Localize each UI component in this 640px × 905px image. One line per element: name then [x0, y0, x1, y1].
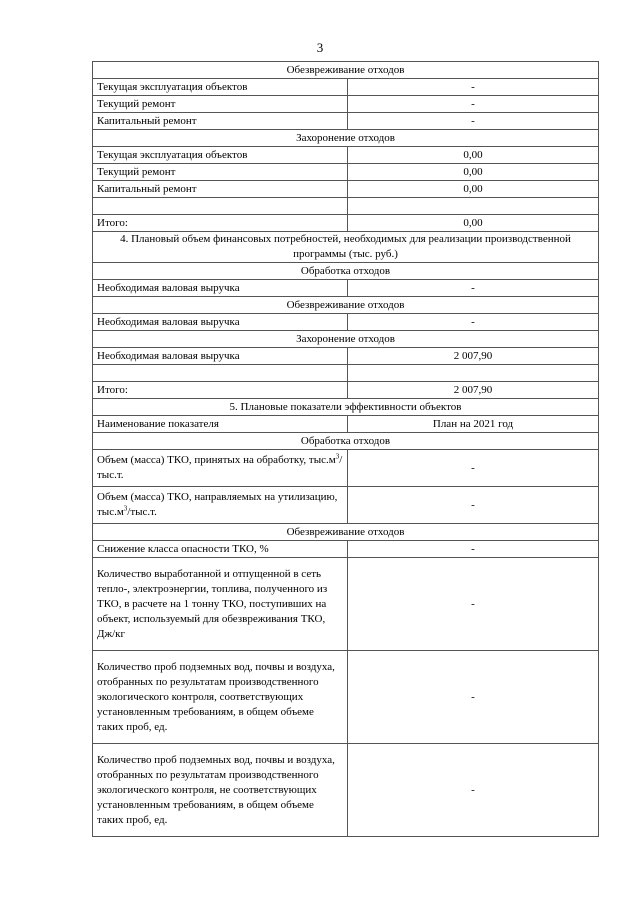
- row-value: -: [348, 450, 599, 487]
- section-title: Обезвреживание отходов: [93, 524, 599, 541]
- column-header-plan: План на 2021 год: [348, 416, 599, 433]
- row-value: -: [348, 744, 599, 837]
- empty-cell: [348, 198, 599, 215]
- row-value: -: [348, 79, 599, 96]
- row-label: Снижение класса опасности ТКО, %: [93, 541, 348, 558]
- row-label: Капитальный ремонт: [93, 181, 348, 198]
- section-row: [93, 62, 599, 79]
- row-value: 0,00: [348, 181, 599, 198]
- table-row: [93, 651, 599, 744]
- table-row: [93, 113, 599, 130]
- row-label: Необходимая валовая выручка: [93, 280, 348, 297]
- row-value: -: [348, 541, 599, 558]
- section-row: [93, 130, 599, 147]
- table-row: [93, 79, 599, 96]
- row-label: Капитальный ремонт: [93, 113, 348, 130]
- section-row: [93, 433, 599, 450]
- row-label: Объем (масса) ТКО, принятых на обработку, $тыс.м^3/тыс.т$.: [93, 450, 348, 487]
- section-row: [93, 263, 599, 280]
- row-value: 0,00: [348, 147, 599, 164]
- table-row: [93, 147, 599, 164]
- total-label: Итого:: [93, 215, 348, 232]
- table-row: [93, 280, 599, 297]
- section-title: Захоронение отходов: [93, 331, 599, 348]
- total-label: Итого:: [93, 382, 348, 399]
- table-row: [93, 96, 599, 113]
- section-title: Обработка отходов: [93, 433, 599, 450]
- page-number: 3: [316, 40, 324, 55]
- section-row: [93, 297, 599, 314]
- total-value: 2 007,90: [348, 382, 599, 399]
- empty-cell: [93, 365, 348, 382]
- row-value: -: [348, 651, 599, 744]
- column-header-indicator: Наименование показателя: [93, 416, 348, 433]
- row-label: Количество проб подземных вод, почвы и воздуха, отобранных по результатам производственного экологического контроля, соответствующих установленным требованиям, в общем объеме таких проб, ед.: [93, 651, 348, 744]
- row-label: Необходимая валовая выручка: [93, 348, 348, 365]
- row-value: -: [348, 113, 599, 130]
- row-value: -: [348, 96, 599, 113]
- section-title: Обезвреживание отходов: [93, 62, 599, 79]
- total-value: 0,00: [348, 215, 599, 232]
- section-heading-row: [93, 232, 599, 263]
- row-value: 0,00: [348, 164, 599, 181]
- table-row: [93, 487, 599, 524]
- table-row: [93, 181, 599, 198]
- row-label: Текущая эксплуатация объектов: [93, 147, 348, 164]
- table-row: [93, 450, 599, 487]
- row-label: Необходимая валовая выручка: [93, 314, 348, 331]
- section-title: Захоронение отходов: [93, 130, 599, 147]
- row-value: -: [348, 487, 599, 524]
- empty-row: [93, 198, 599, 215]
- table-row: [93, 744, 599, 837]
- empty-cell: [348, 365, 599, 382]
- table-row: [93, 541, 599, 558]
- table-row: [93, 314, 599, 331]
- section-title: Обработка отходов: [93, 263, 599, 280]
- row-value: -: [348, 558, 599, 651]
- total-row: [93, 215, 599, 232]
- section-heading: 4. Плановый объем финансовых потребностей, необходимых для реализации производственной программы (тыс. руб.): [93, 232, 599, 263]
- row-label: Количество выработанной и отпущенной в сеть тепло-, электроэнергии, топлива, полученного из ТКО, в расчете на 1 тонну ТКО, поступивших на объект, используемый для обезвреживания ТКО, Дж/кг: [93, 558, 348, 651]
- table-row: [93, 348, 599, 365]
- row-label: Количество проб подземных вод, почвы и воздуха, отобранных по результатам производственного экологического контроля, не соответствующих установленным требованиям, в общем объеме таких проб, ед.: [93, 744, 348, 837]
- row-value: -: [348, 314, 599, 331]
- table-row: [93, 164, 599, 181]
- row-label: Текущий ремонт: [93, 164, 348, 181]
- row-label: Текущий ремонт: [93, 96, 348, 113]
- section-row: [93, 331, 599, 348]
- row-label: Объем (масса) ТКО, направляемых на утилизацию, $тыс.м^3/тыс.т$.: [93, 487, 348, 524]
- section-title: Обезвреживание отходов: [93, 297, 599, 314]
- total-row: [93, 382, 599, 399]
- row-value: 2 007,90: [348, 348, 599, 365]
- row-label: Текущая эксплуатация объектов: [93, 79, 348, 96]
- section-row: [93, 524, 599, 541]
- empty-cell: [93, 198, 348, 215]
- section-heading-row: [93, 399, 599, 416]
- empty-row: [93, 365, 599, 382]
- section-heading: 5. Плановые показатели эффективности объектов: [93, 399, 599, 416]
- table-row: [93, 558, 599, 651]
- header-row: [93, 416, 599, 433]
- row-value: -: [348, 280, 599, 297]
- production-program-table: [92, 61, 599, 837]
